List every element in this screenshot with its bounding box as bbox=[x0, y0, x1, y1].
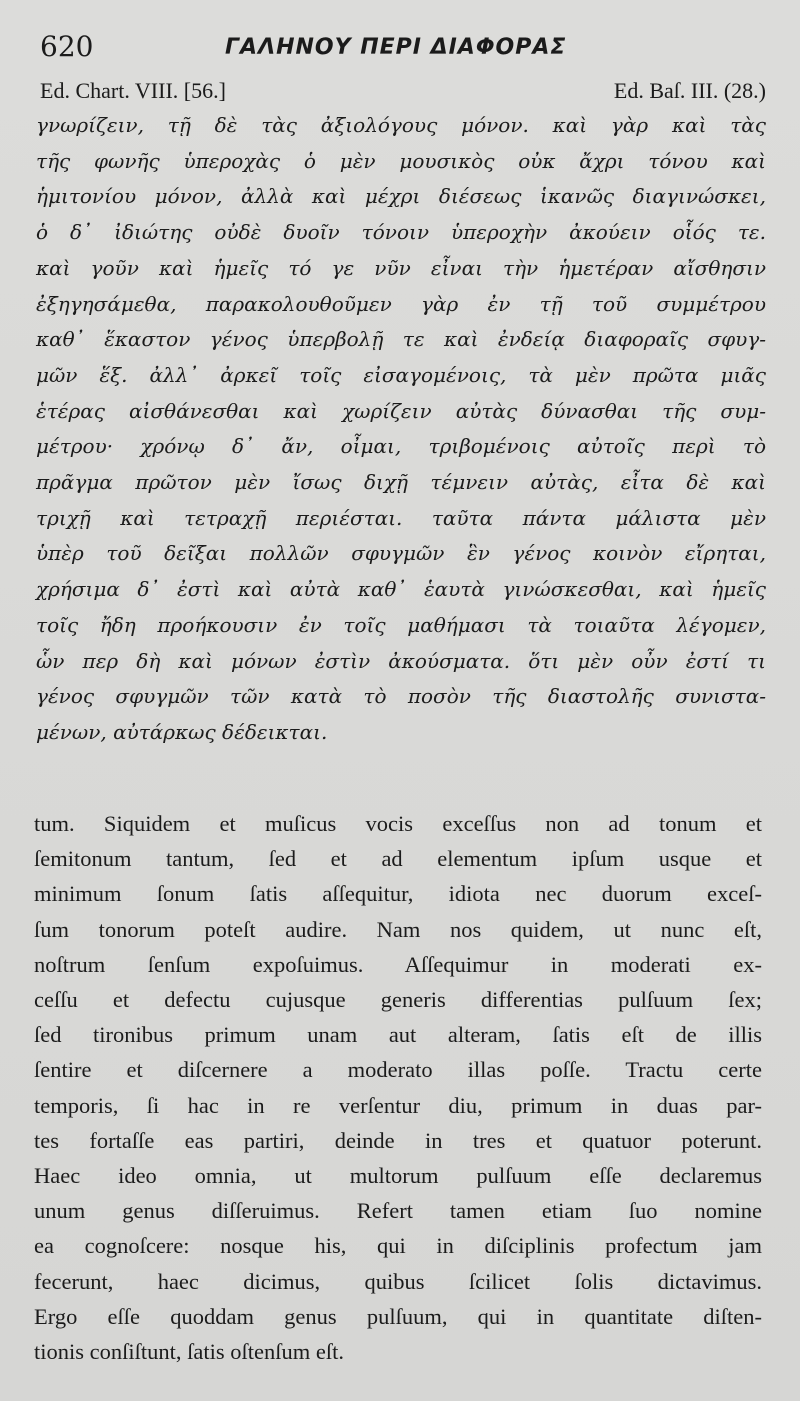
latin-line: Ergo eſſe quoddam genus pulſuum, qui in quantitate diſten- bbox=[34, 1303, 762, 1329]
latin-line: temporis, ſi hac in re verſentur diu, primum in duas par- bbox=[34, 1092, 762, 1118]
latin-line: ea cognoſcere: nosque his, qui in diſciplinis profectum jam bbox=[34, 1233, 762, 1259]
latin-line: ceſſu et defectu cujusque generis differentias pulſuum ſex; bbox=[34, 987, 762, 1013]
greek-text-block bbox=[36, 108, 766, 751]
latin-line: unum genus diſſeruimus. Refert tamen etiam ſuo nomine bbox=[34, 1198, 762, 1224]
greek-line: γένος σφυγμῶν τῶν κατὰ τὸ ποσὸν τῆς διαστολῆς συνιστα- bbox=[36, 684, 766, 709]
latin-line: ſum tonorum poteſt audire. Nam nos quidem, ut nunc eſt, bbox=[34, 916, 762, 942]
latin-line: ſentire et diſcernere a moderato illas poſſe. Tractu certe bbox=[34, 1057, 762, 1083]
latin-line: ſed tironibus primum unam aut alteram, ſatis eſt de illis bbox=[34, 1022, 762, 1048]
latin-line: fecerunt, haec dicimus, quibus ſcilicet ſolis dictavimus. bbox=[34, 1268, 762, 1294]
latin-line: noſtrum ſenſum expoſuimus. Aſſequimur in moderati ex- bbox=[34, 951, 762, 977]
greek-line: καὶ γοῦν καὶ ἡμεῖς τό γε νῦν εἶναι τὴν ἡμετέραν αἴσθησιν bbox=[36, 255, 766, 280]
greek-line: καθ᾽ ἕκαστον γένος ὑπερβολῇ τε καὶ ἐνδείᾳ διαφοραῖς σφυγ- bbox=[36, 327, 766, 352]
greek-line: τοῖς ἤδη προήκουσιν ἐν τοῖς μαθήμασι τὰ τοιαῦτα λέγομεν, bbox=[36, 612, 766, 637]
running-title: ΓΑΛΗΝΟΥ ΠΕΡΙ ΔΙΑΦΟΡΑΣ bbox=[225, 35, 567, 60]
edition-chartier-ref: Ed. Chart. VIII. [56.] bbox=[40, 78, 226, 103]
latin-line: tum. Siquidem et muſicus vocis exceſſus non ad tonum et bbox=[34, 811, 762, 836]
greek-line: ἡμιτονίου μόνον, ἀλλὰ καὶ μέχρι διέσεως ἱκανῶς διαγινώσκει, bbox=[36, 184, 766, 209]
latin-line: Haec ideo omnia, ut multorum pulſuum eſſe declaremus bbox=[34, 1163, 762, 1189]
greek-line: μῶν ἕξ. ἀλλ᾽ ἀρκεῖ τοῖς εἰσαγομένοις, τὰ μὲν πρῶτα μιᾶς bbox=[36, 362, 766, 387]
greek-line: μένων, αὐτάρκως δέδεικται. bbox=[36, 719, 328, 744]
greek-line: γνωρίζειν, τῇ δὲ τὰς ἀξιολόγους μόνον. καὶ γὰρ καὶ τὰς bbox=[36, 113, 766, 137]
greek-line: χρήσιμα δ᾽ ἐστὶ καὶ αὐτὰ καθ᾽ ἑαυτὰ γινώσκεσθαι, καὶ ἡμεῖς bbox=[36, 577, 766, 602]
greek-line: μέτρου· χρόνῳ δ᾽ ἄν, οἶμαι, τριβομένοις αὐτοῖς περὶ τὸ bbox=[36, 434, 766, 459]
greek-line: ἐξηγησάμεθα, παρακολουθοῦμεν γὰρ ἐν τῇ τοῦ συμμέτρου bbox=[36, 291, 766, 316]
latin-text-block bbox=[34, 806, 762, 1369]
greek-line: ἑτέρας αἰσθάνεσθαι καὶ χωρίζειν αὐτὰς δύνασθαι τῆς συμ- bbox=[36, 398, 766, 423]
latin-line: minimum ſonum ſatis aſſequitur, idiota nec duorum exceſ- bbox=[34, 881, 762, 907]
latin-line: tes fortaſſe eas partiri, deinde in tres et quatuor poterunt. bbox=[34, 1127, 762, 1153]
greek-line: ὁ δ᾽ ἰδιώτης οὐδὲ δυοῖν τόνοιν ὑπεροχὴν ἀκούειν οἷός τε. bbox=[36, 220, 766, 245]
edition-reference-line bbox=[40, 78, 766, 106]
page-number: 620 bbox=[40, 30, 94, 63]
greek-line: ὑπὲρ τοῦ δεῖξαι πολλῶν σφυγμῶν ἓν γένος κοινὸν εἴρηται, bbox=[36, 541, 766, 566]
greek-line: τριχῇ καὶ τετραχῇ περιέσται. ταῦτα πάντα μάλιστα μὲν bbox=[36, 505, 766, 530]
edition-basel-ref: Ed. Baſ. III. (28.) bbox=[613, 78, 766, 103]
greek-line: πρᾶγμα πρῶτον μὲν ἴσως διχῇ τέμνειν αὐτὰς, εἶτα δὲ καὶ bbox=[36, 470, 766, 495]
latin-line: ſemitonum tantum, ſed et ad elementum ipſum usque et bbox=[34, 846, 762, 872]
greek-line: ὧν περ δὴ καὶ μόνων ἐστὶν ἀκούσματα. ὅτι μὲν οὖν ἐστί τι bbox=[36, 648, 766, 673]
greek-line: τῆς φωνῆς ὑπεροχὰς ὁ μὲν μουσικὸς οὐκ ἄχρι τόνου καὶ bbox=[36, 148, 766, 173]
latin-line: tionis conſiſtunt, ſatis oſtenſum eſt. bbox=[34, 1339, 344, 1365]
page-header bbox=[40, 30, 760, 70]
